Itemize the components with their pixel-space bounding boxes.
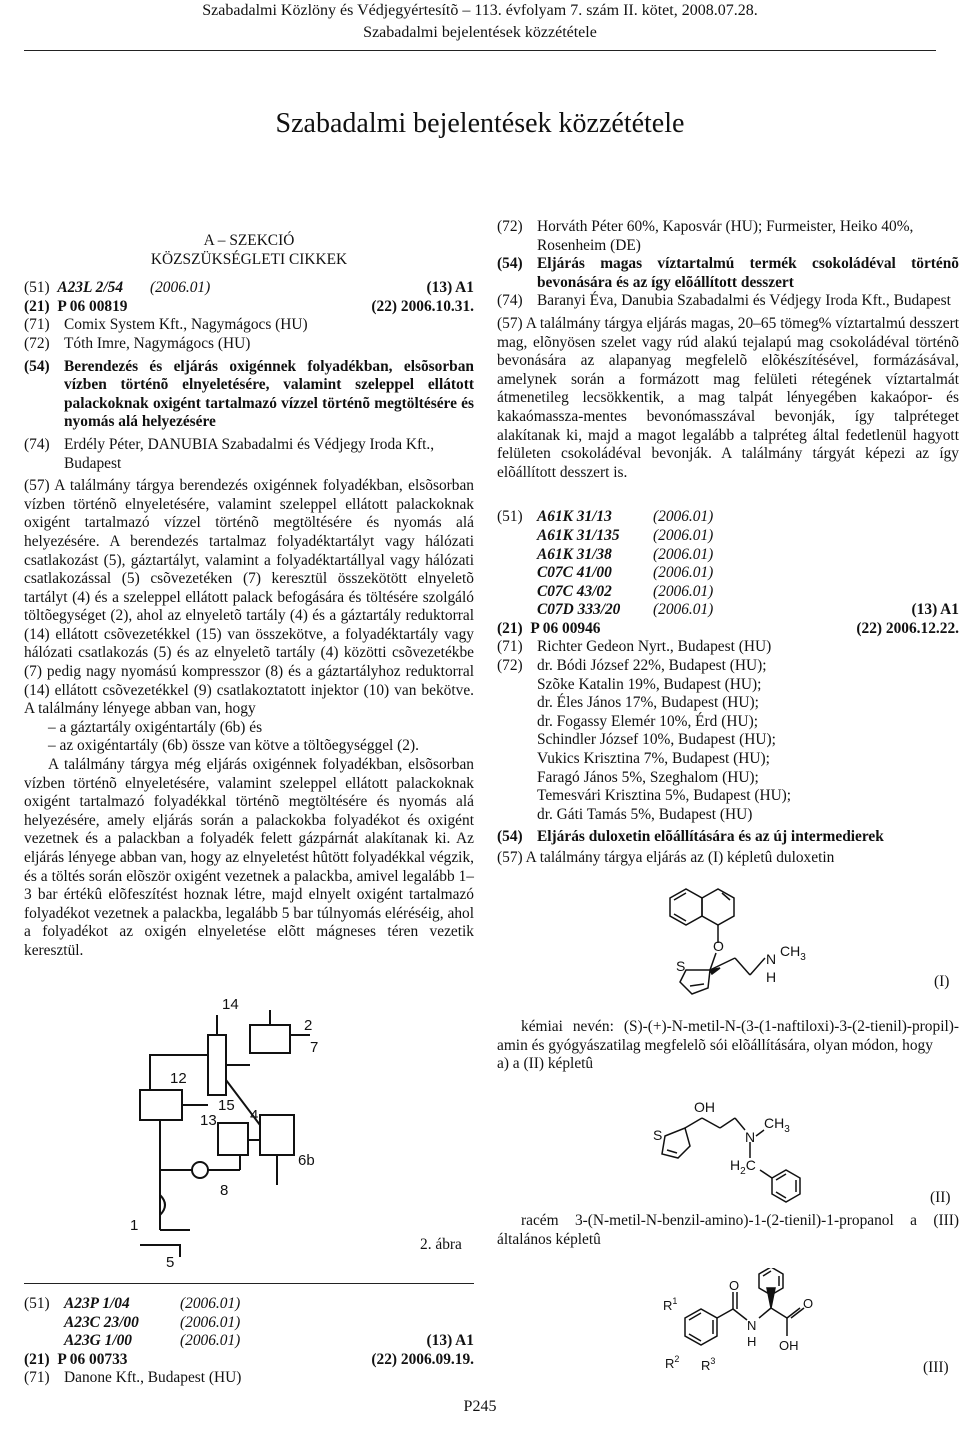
ipc-year: (2006.01)	[180, 1313, 241, 1331]
field-code	[24, 1314, 64, 1333]
abstract-dash-item: – a gáztartály oxigéntartály (6b) és	[48, 718, 263, 736]
ipc-year: (2006.01)	[653, 545, 714, 563]
bond	[735, 1118, 745, 1130]
ipc-code: A61K 31/38	[537, 545, 612, 563]
entry4-app-row	[24, 1351, 474, 1370]
field-code: (54)	[497, 255, 523, 273]
app-label: (21)	[24, 1350, 50, 1368]
kind-code: (13) A1	[426, 279, 474, 297]
inventor: Vukics Krisztina 7%, Budapest (HU);	[537, 750, 770, 768]
field-code: (72)	[24, 334, 50, 352]
substituent-superscript: 3	[710, 1356, 716, 1366]
atom-text: CH	[764, 1115, 785, 1131]
field-code: (71)	[24, 1369, 50, 1387]
substituent-label	[663, 1296, 677, 1313]
atom-label: S	[653, 1127, 663, 1143]
figure-label: 14	[222, 996, 239, 1013]
bond	[720, 1118, 735, 1128]
page-number: P245	[463, 1398, 497, 1415]
bond	[771, 1308, 787, 1318]
entry3-inventors	[497, 657, 959, 824]
ipc-year: (2006.01)	[653, 601, 714, 619]
ipc-code: A23C 23/00	[64, 1313, 139, 1331]
atom-label	[730, 1157, 756, 1177]
bond	[685, 1118, 702, 1128]
entry-separator	[24, 1283, 474, 1284]
ipc-year: (2006.01)	[653, 582, 714, 600]
substituent-label	[665, 1354, 679, 1371]
ipc-code: A61K 31/13	[537, 508, 612, 526]
entry3-title	[497, 828, 959, 847]
atom-label: O	[803, 1296, 814, 1311]
apparatus-sketch	[140, 1010, 313, 1257]
inventor: Faragó János 5%, Szeghalom (HU);	[537, 768, 759, 786]
substituent-text: R	[665, 1356, 675, 1371]
ipc-year: (2006.01)	[180, 1332, 241, 1350]
abstract-paragraph: (57) A találmány tárgya berendezés oxigénnek folyadékban, elsõsorban vízben történõ elnyeletésére, valamint szeleppel ellátott palackoknak oxigént tartalmazó vízzel történõ megtöltésére és nyomás alá helyezésére. A berendezés tartalmaz folyadéktartályt vagy hálózati csatlakozást (5), gáztartályt, valamint a folyadéktartállyal vagy hálózati csatlakozással (5) csõvezetéken (7) keresztül összekötött elnyeletõ tartályt (4) és a szeleppel ellátott palack befogására és töltésére szolgáló töltõegységet (2), ahol az elnyeletõ tartály (4) és a gáztartály reduktorral (14) ellátott csõvezetékkel (15) van összekötve, a folyadéktartály vagy hálózati csatlakozás (5) és az elnyeletõ tartály (4) közötti csõvezetékbe (7) pedig nagy nyomású kompresszor (8) és a gáztartályhoz reduktorral (14) ellátott csõvezetékkel (9) csatlakoztatott injektor (10) van bekötve. A találmány lényege abban van, hogy	[24, 477, 474, 718]
figure-label: 13	[200, 1112, 217, 1129]
inventor: dr. Fogassy Elemér 10%, Érd (HU);	[537, 712, 758, 730]
applicant: Comix System Kft., Nagymágocs (HU)	[64, 316, 308, 334]
applicant: Danone Kft., Budapest (HU)	[64, 1369, 242, 1387]
substituent-text: R	[663, 1298, 673, 1313]
ipc-code: C07C 43/02	[537, 582, 612, 600]
process-step: a) a (II) képletû	[497, 1055, 594, 1073]
figure-label: 12	[170, 1070, 187, 1087]
atom-label: N	[766, 951, 777, 967]
app-label: (21)	[497, 619, 523, 637]
kind-code: (13) A1	[911, 601, 959, 619]
running-header: Szabadalmi Közlöny és Védjegyértesítõ – 113. évfolyam 7. szám II. kötet, 2008.07.28.	[202, 2, 758, 19]
column-right	[497, 218, 959, 868]
entry3-applicant	[497, 638, 959, 657]
ipc-code: C07D 333/20	[537, 601, 621, 619]
bond	[735, 958, 750, 975]
entry1-ipc-row: (51) A23L 2/54 (2006.01) (13) A1	[24, 279, 474, 297]
ipc-code: A23P 1/04	[64, 1295, 130, 1312]
atom-text: CH	[780, 943, 801, 959]
bond	[750, 958, 765, 975]
atom-label: OH	[694, 1099, 715, 1115]
figure-label: 6b	[298, 1152, 315, 1169]
figure-label: 1	[130, 1217, 139, 1234]
thiophene-ring	[662, 1128, 690, 1158]
filing-date: (22) 2006.12.22.	[856, 619, 959, 637]
field-code: (51)	[497, 508, 523, 526]
apparatus-sketch-figure	[100, 995, 340, 1270]
agent: Erdély Péter, DANUBIA Szabadalmi és Védjegy Iroda Kft., Budapest	[64, 435, 435, 472]
atom-subscript: 2	[740, 1166, 746, 1177]
field-code	[497, 527, 537, 546]
filing-date: (22) 2006.10.31.	[371, 297, 474, 315]
ipc-code: A23L 2/54	[57, 279, 124, 297]
substituent-superscript: 2	[674, 1354, 680, 1364]
substituent-label	[701, 1356, 715, 1373]
field-code: (72)	[497, 218, 523, 235]
entry2-title	[497, 255, 959, 292]
figure-label: 15	[218, 1097, 235, 1114]
figure-label: 2	[304, 1017, 313, 1034]
ipc-year: (2006.01)	[653, 564, 714, 582]
formula-I-structure	[650, 878, 960, 998]
bond	[733, 1309, 747, 1320]
chemical-name: kémiai nevén: (S)-(+)-N-metil-N-(3-(1-naftiloxi)-3-(2-tienil)-propil)-amin és gyógyászatilag megfelelõ sói elõállítására, olyan módon, hogy	[497, 1018, 959, 1054]
figure-caption: 2. ábra	[420, 1236, 462, 1253]
field-code: (74)	[497, 292, 523, 310]
racemate-text: racém 3-(N-metil-N-benzil-amino)-1-(2-tienil)-1-propanol a (III) általános képletû	[497, 1212, 959, 1248]
entry2-agent	[497, 292, 959, 311]
section-title: KÖZSZÜKSÉGLETI CIKKEK	[150, 250, 348, 268]
wedge-bond	[767, 1288, 775, 1308]
bond	[717, 1309, 733, 1318]
entry2-inventors	[497, 218, 959, 255]
field-code	[497, 601, 537, 620]
bond	[756, 1130, 764, 1136]
kind-code: (13) A1	[426, 1332, 474, 1350]
racemate-block	[497, 1212, 959, 1249]
page-title: Szabadalmi bejelentések közzététele	[275, 108, 685, 139]
invention-title: Eljárás duloxetin elõállítására és az új intermedierek	[537, 828, 884, 846]
field-code: (74)	[24, 435, 50, 453]
entry1-app-row	[24, 298, 474, 317]
chem-name-block	[497, 1018, 959, 1074]
ipc-year: (2006.01)	[149, 279, 211, 297]
atom-label: O	[713, 938, 724, 954]
app-label: (21)	[24, 297, 50, 315]
filing-date: (22) 2006.09.19.	[371, 1350, 474, 1368]
substituent-superscript: 1	[672, 1296, 678, 1306]
entry1-inventor	[24, 335, 474, 354]
inventor: Tóth Imre, Nagymágocs (HU)	[64, 334, 251, 352]
inventor: dr. Éles János 17%, Budapest (HU);	[537, 694, 759, 712]
invention-title: Eljárás magas víztartalmú termék csokoládéval történõ bevonására és az így elõállított desszert	[537, 255, 959, 291]
field-code	[497, 546, 537, 565]
entry4-block	[24, 1295, 474, 1388]
atom-label: S	[676, 958, 686, 974]
atom-label: N	[747, 1318, 757, 1333]
figure-label: 8	[220, 1182, 229, 1199]
field-code: (51)	[24, 1295, 50, 1312]
formula-label: (I)	[934, 973, 950, 990]
entry1-applicant	[24, 316, 474, 335]
atom-label	[764, 1115, 790, 1135]
entry3-ipc-block	[497, 508, 959, 620]
inventors: Horváth Péter 60%, Kaposvár (HU); Furmeister, Heiko 40%, Rosenheim (DE)	[537, 218, 914, 254]
ipc-year: (2006.01)	[653, 526, 714, 544]
agent: Baranyi Éva, Danubia Szabadalmi és Védjegy Iroda Kft., Budapest	[537, 292, 951, 310]
atom-subscript: 3	[784, 1124, 790, 1135]
formula-label: (III)	[923, 1359, 949, 1376]
field-code	[497, 583, 537, 602]
entry4-applicant	[24, 1369, 474, 1388]
substituent-text: R	[701, 1358, 711, 1373]
running-subheader: Szabadalmi bejelentések közzététele	[363, 24, 597, 41]
field-code: (54)	[497, 828, 523, 846]
atom-label	[780, 943, 806, 963]
field-code: (54)	[24, 357, 50, 375]
formula-III-structure	[655, 1268, 960, 1380]
atom-text: H	[730, 1157, 741, 1173]
benzene-ring	[685, 1309, 717, 1345]
formula-II-structure	[640, 1098, 960, 1208]
ipc-code: A61K 31/135	[537, 526, 620, 544]
ipc-code: A23G 1/00	[64, 1332, 132, 1350]
inventor: dr. Gáti Tamás 5%, Budapest (HU)	[537, 805, 753, 823]
header-rule	[24, 50, 936, 51]
bond	[760, 1170, 772, 1178]
benzene-ring	[772, 1170, 800, 1202]
app-number: P 06 00946	[530, 619, 601, 637]
bond	[759, 1308, 771, 1318]
atom-subscript: 3	[800, 952, 806, 963]
inventor: dr. Bódi József 22%, Budapest (HU);	[537, 657, 767, 675]
app-number: P 06 00733	[57, 1350, 128, 1368]
atom-label: H	[747, 1334, 757, 1349]
naphthalene-ring	[670, 889, 734, 925]
entry1-title	[24, 358, 474, 432]
inventor: Szõke Katalin 19%, Budapest (HU);	[537, 675, 762, 693]
field-code: (71)	[24, 316, 50, 334]
abstract-paragraph: A találmány tárgya még eljárás oxigénnek folyadékban, elsõsorban vízben történõ elnyeletésére, valamint szeleppel ellátott palackoknak oxigént tartalmazó folyadékkal történõ megtöltésére és nyomás alá helyezésére, amely eljárás során a palackokba folyadékot és oxigént vezetnek és a palackban a folyadék felett gázpárnát alakítanak ki. Az eljárás lényege abban van, hogy az elnyeletést hûtött folyadékkal végzik, és a töltés során elõször oxigént vezetnek a palackba, amivel legalább 1–3 bar értékû elõfeszítést hoznak létre, majd elnyelt oxigént tartalmazó folyadékot vezetnek a palackba, legalább 5 bar túlnyomás eléréséig, ahol a folyadékot az oxigén elnyeletése elõtt mágneses téren vezetik keresztül.	[24, 756, 474, 959]
app-number: P 06 00819	[57, 297, 128, 315]
field-code	[24, 1332, 64, 1351]
abstract-paragraph: (57) A találmány tárgya eljárás magas, 20–65 tömeg% víztartalmú desszert mag, elõnyösen szelet vagy rúd alakú tejalapú mag csokoládéval történõ bevonására az alapanyag megfelelõ elõkészítésével, formázásával, amelynek során a formázott mag felületi rétegének víztartalmát átmenetileg lecsökkentik, a mag talpát lényegében kakaópor- és kakaómassza-mentes bevonómasszával bevonják, így talpréteget alakítanak ki, majd a magot legalább a talpréteg által fedetlenül hagyott felületen csokoládéval bevonják. A találmány tárgyát képezi az így elõállított desszert is.	[497, 314, 959, 481]
abstract-dash-item: – az oxigéntartály (6b) össze van kötve a töltõegységgel (2).	[48, 737, 419, 755]
atom-label: N	[745, 1129, 756, 1145]
field-code	[497, 564, 537, 583]
entry3-app-row	[497, 620, 959, 639]
figure-label: 7	[310, 1039, 319, 1056]
inventor: Temesvári Krisztina 5%, Budapest (HU);	[537, 787, 792, 805]
atom-label: OH	[779, 1338, 799, 1353]
section-label: A – SZEKCIÓ	[203, 232, 295, 249]
entry1-agent	[24, 436, 474, 473]
formula-label: (II)	[930, 1189, 951, 1206]
applicant: Richter Gedeon Nyrt., Budapest (HU)	[537, 638, 772, 656]
ipc-code: C07C 41/00	[537, 564, 612, 582]
abstract-intro: (57) A találmány tárgya eljárás az (I) képletû duloxetin	[497, 849, 835, 866]
figure-label: 4	[250, 1107, 259, 1124]
inventor: Schindler József 10%, Budapest (HU);	[537, 731, 776, 749]
bond	[702, 1118, 720, 1128]
atom-text: C	[745, 1157, 756, 1173]
atom-label: H	[766, 969, 777, 985]
column-left	[24, 232, 474, 961]
invention-title: Berendezés és eljárás oxigénnek folyadékban, elsõsorban vízben történõ elnyeletésére, valamint szeleppel ellátott palackoknak oxigént tartalmazó vízzel történõ megtöltésére és nyomás alá helyezésére	[64, 357, 474, 431]
ipc-year: (2006.01)	[180, 1295, 241, 1312]
figure-label: 5	[166, 1254, 175, 1270]
field-code: (72)	[497, 657, 523, 675]
field-code: (71)	[497, 638, 523, 656]
ipc-year: (2006.01)	[653, 508, 714, 526]
atom-label: O	[729, 1278, 740, 1293]
